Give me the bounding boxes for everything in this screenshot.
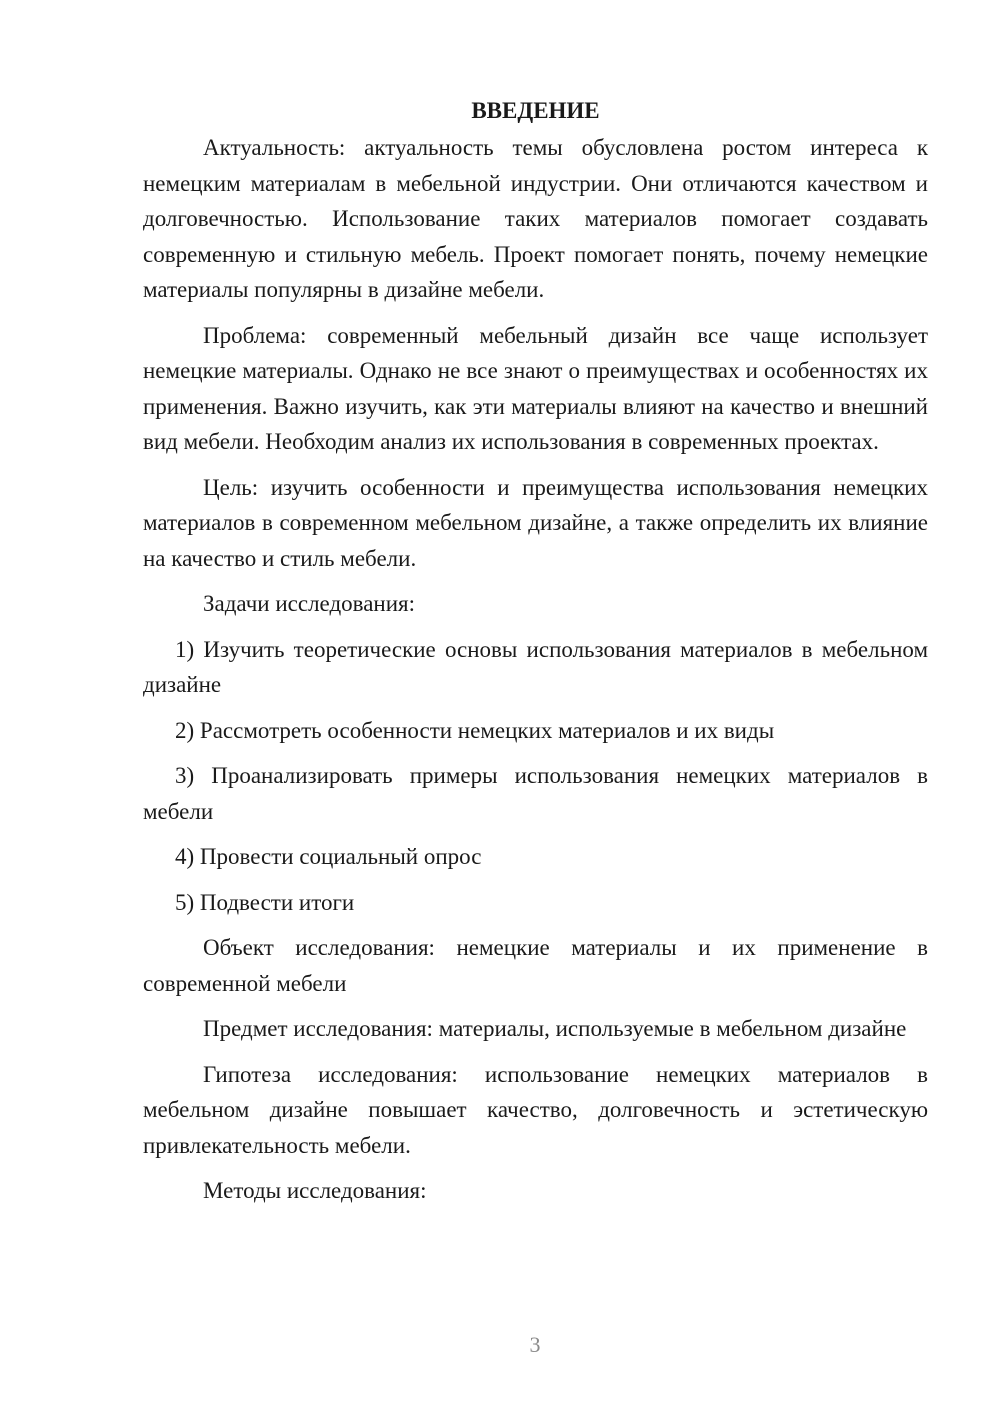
task-item-3: 3) Проанализировать примеры использования немецких материалов в мебели xyxy=(143,763,928,824)
paragraph-relevance: Актуальность: актуальность темы обусловлена ростом интереса к немецким материалам в мебельной индустрии. Они отличаются качеством и долговечностью. Использование таких материалов помогает создавать современную и стильную мебель. Проект помогает понять, почему немецкие материалы популярны в дизайне мебели. xyxy=(143,135,928,302)
paragraph-goal: Цель: изучить особенности и преимущества использования немецких материалов в современном мебельном дизайне, а также определить их влияние на качество и стиль мебели. xyxy=(143,474,928,571)
task-item-2: 2) Рассмотреть особенности немецких материалов и их виды xyxy=(175,717,775,743)
task-item-5: 5) Подвести итоги xyxy=(175,889,355,915)
paragraph-subject: Предмет исследования: материалы, используемые в мебельном дизайне xyxy=(203,1016,907,1041)
section-title: ВВЕДЕНИЕ xyxy=(471,98,600,123)
paragraph-tasks-heading: Задачи исследования: xyxy=(203,591,416,616)
page-number: 3 xyxy=(529,1332,541,1357)
task-item-4: 4) Провести социальный опрос xyxy=(175,844,482,869)
page-content xyxy=(143,96,928,1219)
paragraph-object: Объект исследования: немецкие материалы и их применение в современной мебели xyxy=(143,935,928,996)
paragraph-problem: Проблема: современный мебельный дизайн все чаще использует немецкие материалы. Однако не все знают о преимуществах и особенностях их применения. Важно изучить, как эти материалы влияют на качество и внешний вид мебели. Необходим анализ их использования в современных проектах. xyxy=(143,322,928,454)
paragraph-hypothesis: Гипотеза исследования: использование немецких материалов в мебельном дизайне повышает качество, долговечность и эстетическую привлекательность мебели. xyxy=(143,1061,928,1158)
paragraph-methods: Методы исследования: xyxy=(203,1178,427,1203)
task-item-1: 1) Изучить теоретические основы использования материалов в мебельном дизайне xyxy=(143,636,928,697)
